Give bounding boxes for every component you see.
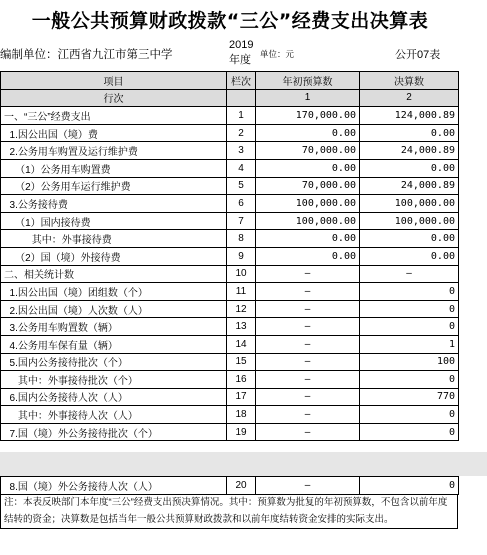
final-col-number: 2 (360, 89, 459, 107)
row-final: 0.00 (360, 247, 459, 265)
row-budget: – (256, 477, 360, 495)
table-row (1, 212, 459, 230)
table-row (1, 283, 459, 301)
table-row (1, 247, 459, 265)
row-seq: 17 (227, 388, 256, 406)
row-item: （1）公务用车购置费 (1, 159, 227, 177)
table-row (1, 195, 459, 213)
table-row (1, 300, 459, 318)
row-seq: 10 (227, 265, 256, 283)
fiscal-year: 2019年度 (229, 39, 254, 66)
row-final: 0.00 (360, 124, 459, 142)
row-budget: 0.00 (256, 159, 360, 177)
footnote: 注：本表反映部门本年度“三公”经费支出预决算情况。其中：预算数为批复的年初预算数，不包含以前年度结转的资金；决算数是包括当年一般公共预算财政拨款和以前年度结转资金安排的实际支出。 (0, 494, 458, 529)
row-seq: 14 (227, 335, 256, 353)
table-row (1, 142, 459, 160)
row-final: 24,000.89 (360, 142, 459, 160)
table-row (1, 423, 459, 441)
table-row (1, 353, 459, 371)
row-final: 0 (360, 283, 459, 301)
table-row (1, 335, 459, 353)
row-item: 3.公务用车购置数（辆） (1, 318, 227, 336)
row-budget: 170,000.00 (256, 107, 360, 125)
row-item: （1）国内接待费 (1, 212, 227, 230)
row-budget: – (256, 423, 360, 441)
row-budget: 70,000.00 (256, 177, 360, 195)
header-budget: 年初预算数 (256, 72, 360, 90)
row-final: 0 (360, 318, 459, 336)
row-final: 770 (360, 388, 459, 406)
row-item: （2）公务用车运行维护费 (1, 177, 227, 195)
row-seq: 1 (227, 107, 256, 125)
row-seq: 12 (227, 300, 256, 318)
row-seq: 4 (227, 159, 256, 177)
row-final: 0.00 (360, 230, 459, 248)
row-seq: 18 (227, 406, 256, 424)
row-final: 0.00 (360, 159, 459, 177)
row-seq: 8 (227, 230, 256, 248)
table-row (1, 406, 459, 424)
row-budget: 100,000.00 (256, 212, 360, 230)
row-final: 100 (360, 353, 459, 371)
table-row (1, 477, 459, 495)
row-budget: 0.00 (256, 230, 360, 248)
compiling-unit: 编制单位：江西省九江市第三中学 (0, 49, 173, 61)
row-budget: – (256, 265, 360, 283)
table-row (1, 371, 459, 389)
row-seq: 15 (227, 353, 256, 371)
row-item: 2.公务用车购置及运行维护费 (1, 142, 227, 160)
row-item: （2）国（境）外接待费 (1, 247, 227, 265)
row-final: 0 (360, 423, 459, 441)
row-final: 0 (360, 371, 459, 389)
row-item: 8.国（境）外公务接待人次（人） (1, 477, 227, 495)
row-budget: – (256, 406, 360, 424)
header-seq: 栏次 (227, 72, 256, 90)
row-seq: 11 (227, 283, 256, 301)
row-final: 0 (360, 406, 459, 424)
row-item: 其中：外事接待费 (1, 230, 227, 248)
row-item: 2.因公出国（境）人次数（人） (1, 300, 227, 318)
row-budget: – (256, 283, 360, 301)
row-budget: 70,000.00 (256, 142, 360, 160)
table-row (1, 388, 459, 406)
row-seq: 13 (227, 318, 256, 336)
table-row (1, 265, 459, 283)
row-item: 一、“三公”经费支出 (1, 107, 227, 125)
row-seq: 5 (227, 177, 256, 195)
row-number-row (1, 89, 459, 107)
row-final: 100,000.00 (360, 195, 459, 213)
row-item: 二、相关统计数 (1, 265, 227, 283)
table-row (1, 159, 459, 177)
report-title: 一般公共预算财政拨款“三公”经费支出决算表 (31, 10, 429, 32)
table-row (1, 124, 459, 142)
header-row (1, 72, 459, 90)
row-item: 6.国内公务接待人次（人） (1, 388, 227, 406)
row-budget: 0.00 (256, 247, 360, 265)
row-budget: 0.00 (256, 124, 360, 142)
row-item: 其中：外事接待批次（个） (1, 371, 227, 389)
row-final: 0 (360, 477, 459, 495)
row-label-seq (227, 89, 256, 107)
row-final: 24,000.89 (360, 177, 459, 195)
row-seq: 19 (227, 423, 256, 441)
header-item: 项目 (1, 72, 227, 90)
row-final: 0 (360, 300, 459, 318)
row-final: – (360, 265, 459, 283)
row-seq: 20 (227, 477, 256, 495)
row-budget: – (256, 371, 360, 389)
expenditure-table (0, 71, 459, 441)
row-seq: 9 (227, 247, 256, 265)
header-final: 决算数 (360, 72, 459, 90)
row-seq: 6 (227, 195, 256, 213)
row-item: 1.因公出国（境）费 (1, 124, 227, 142)
table-row (1, 230, 459, 248)
row-budget: – (256, 353, 360, 371)
row-item: 5.国内公务接待批次（个） (1, 353, 227, 371)
form-number: 公开07表 (395, 49, 441, 61)
row-seq: 16 (227, 371, 256, 389)
row-final: 124,000.89 (360, 107, 459, 125)
row-seq: 3 (227, 142, 256, 160)
row-budget: – (256, 335, 360, 353)
table-row (1, 107, 459, 125)
table-row (1, 177, 459, 195)
money-unit: 单位：元 (260, 49, 295, 59)
row-budget: – (256, 388, 360, 406)
row-item: 1.因公出国（境）团组数（个） (1, 283, 227, 301)
row-seq: 2 (227, 124, 256, 142)
row-item: 7.国（境）外公务接待批次（个） (1, 423, 227, 441)
sheet-gap (0, 452, 487, 476)
row-item: 3.公务接待费 (1, 195, 227, 213)
budget-col-number: 1 (256, 89, 360, 107)
row-seq: 7 (227, 212, 256, 230)
continued-table (0, 476, 459, 495)
row-final: 1 (360, 335, 459, 353)
row-budget: – (256, 318, 360, 336)
row-label: 行次 (1, 89, 227, 107)
row-budget: 100,000.00 (256, 195, 360, 213)
row-item: 4.公务用车保有量（辆） (1, 335, 227, 353)
table-row (1, 318, 459, 336)
row-final: 100,000.00 (360, 212, 459, 230)
row-item: 其中：外事接待人次（人） (1, 406, 227, 424)
row-budget: – (256, 300, 360, 318)
